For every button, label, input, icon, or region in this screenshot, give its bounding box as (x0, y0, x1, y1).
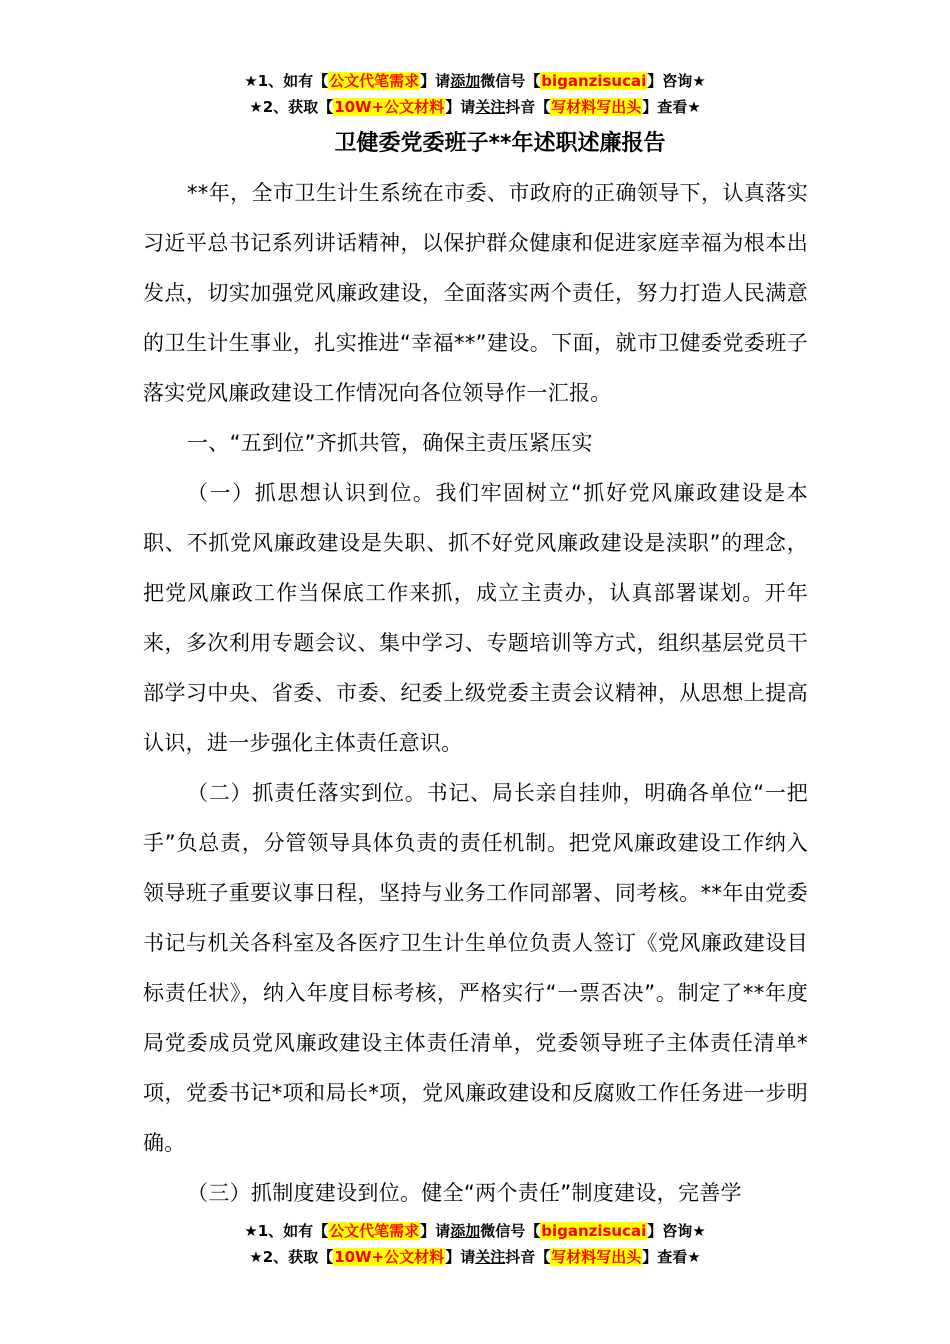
highlight-wechat-id: biganzisucai (541, 1222, 647, 1240)
promo-line-2: ★2、获取【10W+公文材料】请关注抖音【写材料写出头】查看★ (249, 1248, 701, 1266)
highlight-wechat-id: biganzisucai (541, 72, 647, 90)
promo-line-1: ★1、如有【公文代笔需求】请添加微信号【biganzisucai】咨询★ (244, 72, 706, 90)
paragraph-item-2: （二）抓责任落实到位。书记、局长亲自挂帅，明确各单位“一把手”负总责，分管领导具体负责的责任机制。把党风廉政建设工作纳入领导班子重要议事日程，坚持与业务工作同部署、同考核。**年由党委书记与机关各科室及各医疗卫生计生单位负责人签订《党风廉政建设目标责任状》，纳入年度目标考核，严格实行“一票否决”。制定了**年度局党委成员党风廉政建设主体责任清单，党委领导班子主体责任清单*项，党委书记*项和局长*项，党风廉政建设和反腐败工作任务进一步明确。 (143, 781, 808, 1155)
highlight-materials: 10W+公文材料 (334, 1248, 445, 1266)
section-heading-1: 一、“五到位”齐抓共管，确保主责压紧压实 (187, 431, 593, 455)
promo-line-2: ★2、获取【10W+公文材料】请关注抖音【写材料写出头】查看★ (249, 98, 701, 116)
paragraph-item-1: （一）抓思想认识到位。我们牢固树立“抓好党风廉政建设是本职、不抓党风廉政建设是失职、抓不好党风廉政建设是渎职”的理念，把党风廉政工作当保底工作来抓，成立主责办，认真部署谋划。开年来，多次利用专题会议、集中学习、专题培训等方式，组织基层党员干部学习中央、省委、市委、纪委上级党委主责会议精神，从思想上提高认识，进一步强化主体责任意识。 (143, 481, 808, 755)
highlight-douyin-account: 写材料写出头 (551, 1248, 642, 1266)
top-promo-banner (0, 68, 950, 120)
promo-line-1: ★1、如有【公文代笔需求】请添加微信号【biganzisucai】咨询★ (244, 1222, 706, 1240)
document-body (143, 168, 808, 1218)
highlight-service: 公文代笔需求 (329, 1222, 420, 1240)
document-title: 卫健委党委班子**年述职述廉报告 (334, 131, 666, 156)
highlight-service: 公文代笔需求 (329, 72, 420, 90)
paragraph-intro: **年，全市卫生计生系统在市委、市政府的正确领导下，认真落实习近平总书记系列讲话精神，以保护群众健康和促进家庭幸福为根本出发点，切实加强党风廉政建设，全面落实两个责任，努力打造人民满意的卫生计生事业，扎实推进“幸福**”建设。下面，就市卫健委党委班子落实党风廉政建设工作情况向各位领导作一汇报。 (143, 181, 808, 405)
highlight-douyin-account: 写材料写出头 (551, 98, 642, 116)
bottom-promo-banner (0, 1218, 950, 1270)
paragraph-item-3: （三）抓制度建设到位。健全“两个责任”制度建设，完善学 (187, 1181, 742, 1205)
highlight-materials: 10W+公文材料 (334, 98, 445, 116)
